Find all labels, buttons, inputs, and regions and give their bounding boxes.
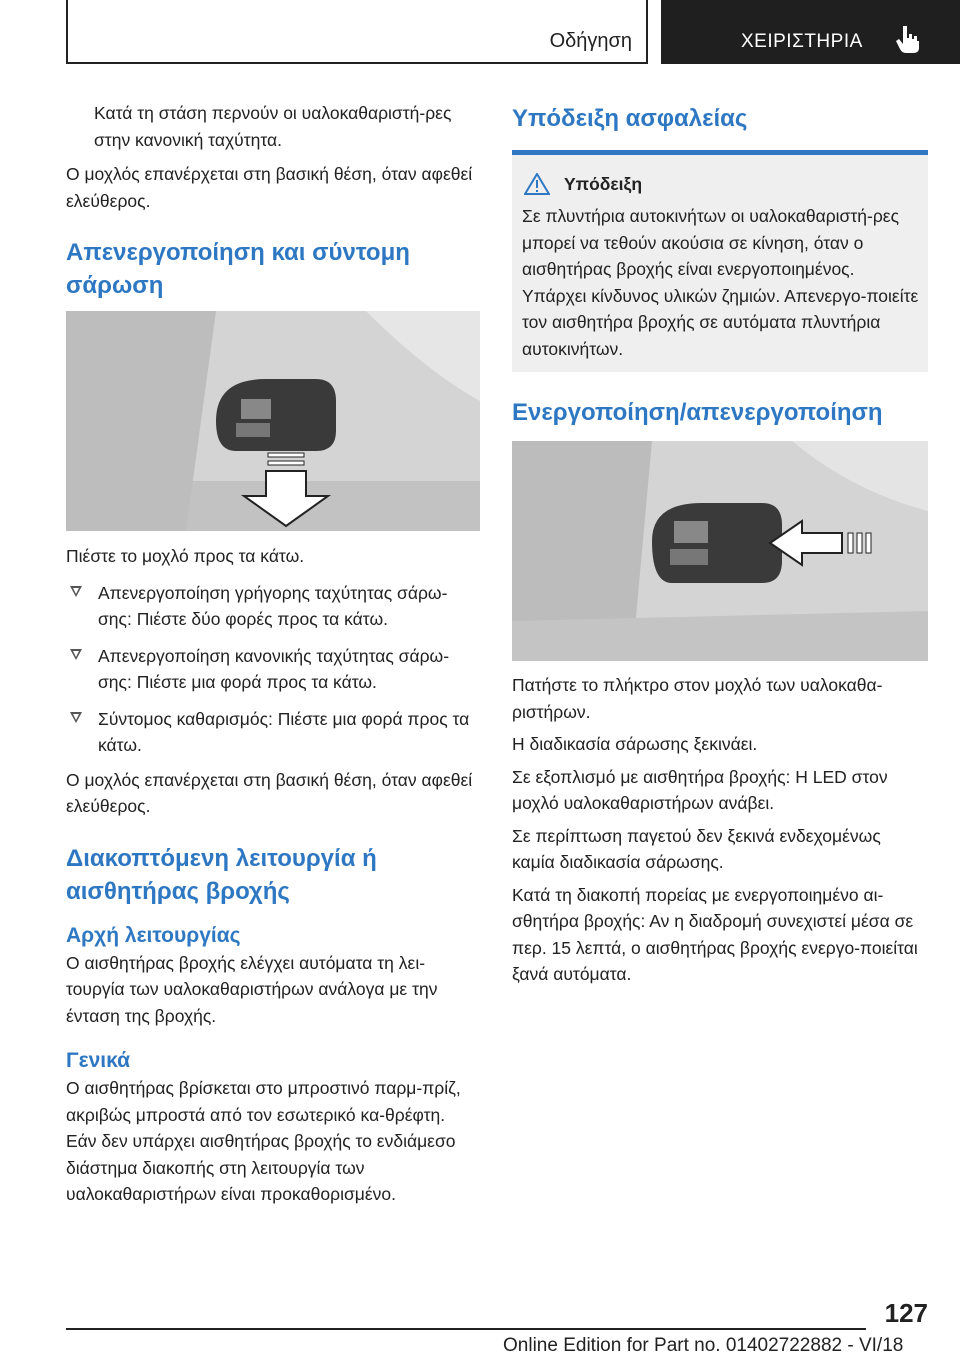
note-text: Σε πλυντήρια αυτοκινήτων οι υαλοκαθαριστή-ρες μπορεί να τεθούν ακούσια σε κίνηση, όταν ο αισθητήρας βροχής είναι ενεργοποιημένος. Υπάρχει κίνδυνος υλικών ζημιών. Απενεργο-ποιείτε τον αισθητήρα βροχής σε αυτόματα πλυντήρια αυτοκινήτων. <box>522 206 919 359</box>
heading-safety: Υπόδειξη ασφαλείας <box>512 105 748 132</box>
right-column-lower <box>512 672 928 988</box>
bullet-item <box>66 580 480 633</box>
bullet-text: Σύντομος καθαρισμός: Πιέστε μια φορά προς τα κάτω. <box>98 708 470 755</box>
header-section-title: Οδήγηση <box>549 30 632 52</box>
after-bullets-paragraph: Ο μοχλός επανέρχεται στη βασική θέση, όταν αφεθεί ελεύθερος. <box>66 769 473 816</box>
principle-paragraph: Ο αισθητήρας βροχής ελέγχει αυτόματα τη λει-τουργία των υαλοκαθαριστήρων ανάλογα με την ένταση της βροχής. <box>66 952 438 1026</box>
onoff-paragraph: Σε περίπτωση παγετού δεν ξεκινά ενδεχομένως καμία διαδικασία σάρωσης. <box>512 825 881 872</box>
left-column <box>66 100 480 302</box>
page-number: 127 <box>884 1298 928 1328</box>
header-chapter-box <box>661 0 960 64</box>
intro-paragraph: Ο μοχλός επανέρχεται στη βασική θέση, όταν αφεθεί ελεύθερος. <box>66 164 473 211</box>
heading-deactivate: Απενεργοποίηση και σύντομη σάρωση <box>66 239 410 299</box>
header-section-box <box>66 0 648 64</box>
triangle-bullet-icon <box>70 649 82 660</box>
heading-intermittent: Διακοπτόμενη λειτουργία ή αισθητήρας βροχής <box>66 844 377 905</box>
bullet-item <box>66 643 480 696</box>
onoff-paragraph: Κατά τη διακοπή πορείας με ενεργοποιημένο αι-σθητήρα βροχής: Αν η διαδρομή συνεχιστεί μέσα σε περ. 15 λεπτά, ο αισθητήρας βροχής ενεργο-ποιείται ξανά αυτόματα. <box>512 884 918 984</box>
wiper-button-image <box>512 441 928 661</box>
heading-onoff: Ενεργοποίηση/απενεργοποίηση <box>512 399 883 426</box>
bullet-text: Απενεργοποίηση κανονικής ταχύτητας σάρω-σης: Πιέστε μια φορά προς τα κάτω. <box>98 645 450 692</box>
heading-principle: Αρχή λειτουργίας <box>66 923 241 947</box>
image-caption: Πιέστε το μοχλό προς τα κάτω. <box>66 546 305 566</box>
general-paragraph: Ο αισθητήρας βρίσκεται στο μπροστινό παρμ-πρίζ, ακριβώς μπροστά από τον εσωτερικό κα-θρέφτη. Εάν δεν υπάρχει αισθητήρας βροχής το ενδιάμεσο διάστημα διακοπής στη λειτουργία των υαλοκαθαριστήρων είναι προκαθορισμένο. <box>66 1078 461 1204</box>
right-column-top <box>512 102 928 135</box>
right-column-mid <box>512 396 928 429</box>
header-chapter-title: ΧΕΙΡΙΣΤΗΡΙΑ <box>741 31 863 52</box>
triangle-bullet-icon <box>70 712 82 723</box>
wiper-lever-down-image <box>66 311 480 531</box>
onoff-paragraph: Η διαδικασία σάρωσης ξεκινάει. <box>512 734 758 754</box>
warning-triangle-icon <box>524 173 550 195</box>
bullet-text: Απενεργοποίηση γρήγορης ταχύτητας σάρω-σης: Πιέστε δύο φορές προς τα κάτω. <box>98 582 448 629</box>
bullet-item <box>66 706 480 759</box>
safety-note-box <box>512 150 928 372</box>
left-column-lower <box>66 543 480 1208</box>
hand-pointer-icon <box>894 24 922 54</box>
heading-general: Γενικά <box>66 1049 131 1072</box>
onoff-paragraph: Πατήστε το πλήκτρο στον μοχλό των υαλοκαθα-ριστήρων. <box>512 675 883 722</box>
onoff-paragraph: Σε εξοπλισμό με αισθητήρα βροχής: Η LED στον μοχλό υαλοκαθαριστήρων ανάβει. <box>512 766 888 813</box>
intro-indented-text: Κατά τη στάση περνούν οι υαλοκαθαριστή-ρες στην κανονική ταχύτητα. <box>94 103 452 150</box>
footer-divider <box>66 1328 866 1330</box>
triangle-bullet-icon <box>70 586 82 597</box>
footer-edition: Online Edition for Part no. 01402722882 - VI/18 <box>503 1335 904 1356</box>
note-title: Υπόδειξη <box>564 174 643 194</box>
